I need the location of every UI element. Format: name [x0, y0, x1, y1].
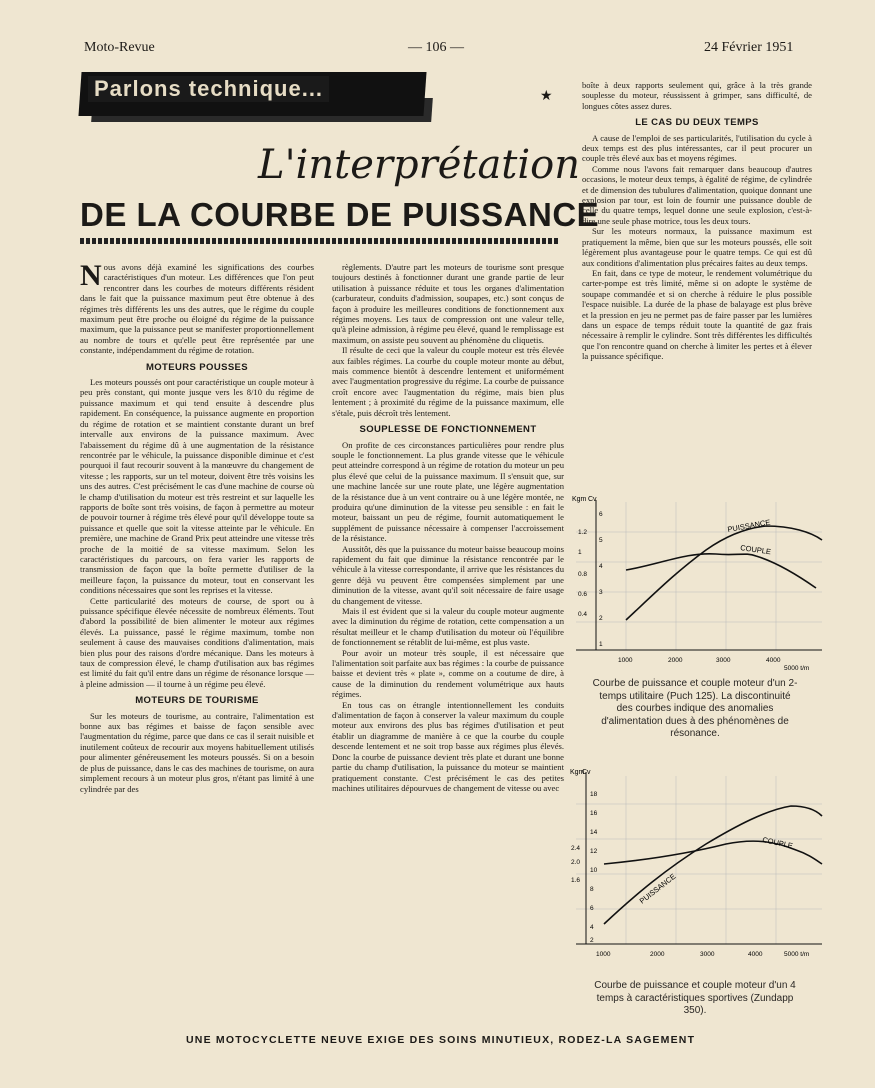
right-tick: 8 — [590, 886, 594, 893]
right-tick: 2 — [599, 615, 603, 622]
x-ticks — [618, 657, 809, 672]
left-tick: 2.4 — [571, 845, 581, 852]
left-tick: 1.6 — [571, 877, 581, 884]
power-curve — [604, 806, 822, 924]
x-tick: 1000 — [596, 951, 611, 958]
right-ticks — [590, 791, 598, 944]
section-heading: MOTEURS POUSSES — [145, 361, 249, 373]
page-footer-slogan: UNE MOTOCYCLETTE NEUVE EXIGE DES SOINS MINUTIEUX, RODEZ-LA SAGEMENT — [186, 1034, 696, 1046]
right-tick: 5 — [599, 537, 603, 544]
right-tick: 3 — [599, 589, 603, 596]
left-tick: 0.4 — [578, 611, 588, 618]
x-tick: 5000 t/m — [784, 951, 810, 958]
chart1-caption: Courbe de puissance et couple moteur d'un 2-temps utilitaire (Puch 125). La discontinuité des courbes indique des anomalies d'alimentation dues à des phénomènes de résonance. — [592, 678, 798, 739]
right-tick: 18 — [590, 791, 598, 798]
page-number: — 106 — — [408, 40, 464, 55]
issue-date: 24 Février 1951 — [704, 40, 794, 55]
right-tick: 6 — [590, 905, 594, 912]
torque-curve-label: COUPLE — [739, 543, 772, 557]
right-tick: 1 — [599, 641, 603, 648]
x-tick: 3000 — [700, 951, 715, 958]
y-axis-label-left: Kgm — [572, 496, 587, 503]
paragraph: Pour avoir un moteur très souple, il est nécessaire que l'alimentation soit parfaite aux bas régimes : la courbe de puissance baisse et devient très « plate », comme on a coutume de dire, à cause de la diminution du rendement volumétrique aux hauts régimes. — [332, 647, 564, 700]
paragraph: règlements. D'autre part les moteurs de tourisme sont presque toujours destinés à fonctionner durant une grande partie de leur utilisation à puissance réduite et tous les organes d'alimentation (carburateur, conduits d'admission, soupapes, etc.) sont conçus de façon à produire les meilleures conditions de fonctionnement aux régimes moyens. Les taux de compression ont une valeur telle, qu'à pleine admission, à régime peu élevé, quand le remplissage est maximum, on assiste peu souvent au phénomène du cliquetis. — [332, 262, 564, 345]
left-tick: 0.8 — [578, 571, 588, 578]
left-tick: 1 — [578, 549, 582, 556]
left-ticks — [571, 845, 580, 884]
left-tick: 2.0 — [571, 859, 581, 866]
right-tick: 12 — [590, 848, 598, 855]
section-heading: MOTEURS DE TOURISME — [135, 695, 259, 707]
x-tick: 2000 — [668, 657, 683, 664]
column-1 — [80, 259, 314, 794]
chart2-caption: Courbe de puissance et couple moteur d'un 4 temps à caractéristiques sportives (Zundapp 350). — [594, 980, 796, 1016]
article-title-line1: L'interprétation — [258, 142, 581, 188]
article-title-line2: DE LA COURBE DE PUISSANCE — [80, 196, 600, 233]
paragraph: boîte à deux rapports seulement qui, grâce à la très grande souplesse du moteur, réussissent à grimper, sans difficulté, de longues côtes assez dures. — [582, 80, 812, 111]
intro-paragraph: ous avons déjà examiné les significations des courbes caractéristiques d'un moteur. Les différences que l'on peut rencontrer dans les courbes de moteurs différents résident dans le fait que la puissance maximum peut être obtenue à des régimes très différents les uns des autres, que le régime du couple maximum peut être proche ou éloigné du régime de la puissance maximum, que la puissance peut se manifester proportionnellement au nombre de tours et qu'elle peut être représentée par une constante, indépendamment du régime de rotation. — [80, 262, 314, 356]
paragraph: A cause de l'emploi de ses particularités, l'utilisation du cycle à deux temps est des plus intéressantes, car il peut procurer un couple très élevé aux bas et moyens régimes. — [582, 132, 812, 164]
y-axis-label-left: Kgm — [570, 769, 585, 776]
right-tick: 4 — [590, 924, 594, 931]
drop-cap: N — [80, 259, 102, 292]
paragraph: Il résulte de ceci que la valeur du couple moteur est très élevée aux faibles régimes. La courbe du couple moteur monte au début, mais commence bientôt à descendre lentement et uniformément avec l'augmentation progressive du régime. La courbe de puissance croît encore avec l'augmentation du régime, mais bien plus lentement ; à proximité du régime de la puissance maximum, elle s'étale, puis décroît très lentement. — [332, 345, 564, 418]
column-2 — [332, 262, 564, 793]
x-tick: 3000 — [716, 657, 731, 664]
left-tick: 0.6 — [578, 591, 588, 598]
left-tick: 1.2 — [578, 529, 588, 536]
y-axis-label-right: Cv — [582, 769, 591, 776]
paragraph: Aussitôt, dès que la puissance du moteur baisse beaucoup moins rapidement du fait que diminue la résistance rencontrée par le véhicule à la vitesse correspondante, il arrive que les résistances du genre déjà vu peuvent être compensées simplement par une diminution de la vitesse, avant qu'il soit nécessaire de faire usage du changement de vitesse. — [332, 543, 564, 606]
chart-grid — [576, 502, 822, 650]
x-tick: 5000 t/m — [784, 665, 810, 672]
torque-curve-label: COUPLE — [761, 835, 794, 851]
paragraph: Sur les moteurs de tourisme, au contraire, l'alimentation est bonne aux bas régimes et baisse de façon sensible avec l'augmentation du régime, parce que dans ce cas il serait nuisible et inutilement coûteux de recourir aux moyens habituellement utilisés pour alimenter généreusement les moteurs poussés. Si on a besoin de plus de puissance, dans le cas des machines de tourisme, on aura simplement recours à un moteur plus gros, n'étant pas limité à une cylindrée par des — [80, 710, 314, 794]
paragraph: Mais il est évident que si la valeur du couple moteur augmente avec la diminution du régime de rotation, cette compensation a un résultat meilleur et le champ d'utilisation du moteur où l'équilibre de fonctionnement se rétablit de lui-même, est plus vaste. — [332, 606, 564, 648]
column-3 — [582, 80, 812, 362]
y-axis-label-right: Cv — [588, 496, 597, 503]
magazine-name: Moto-Revue — [84, 40, 155, 55]
power-curve-label: PUISSANCE — [726, 517, 772, 534]
paragraph: En tous cas on étrangle intentionnellement les conduits d'alimentation de façon à conserver la valeur maximum du couple moteur aux environs des plus bas régimes d'utilisation et peut établir un diagramme de manière à ce que la courbe du couple descende lentement et ne soit trop basse aux régimes plus élevés. Donc la courbe de puissance devient très plate et durant une bonne partie du champ d'utilisation, la puissance du moteur se maintient pratiquement constante. C'est précisément le cas des petites machines utilitaires dépourvues de changement de vitesse ou avec — [332, 699, 564, 793]
chart-grid — [576, 776, 822, 944]
four-stroke-chart — [566, 764, 826, 964]
power-curve-label: PUISSANCE — [637, 871, 678, 906]
two-stroke-chart — [566, 492, 826, 674]
paragraph: Comme nous l'avons fait remarquer dans beaucoup d'autres occasions, le moteur deux temps, à égalité de régime, de cylindrée et de dimension des tubulures d'alimentation, quoique donnant une explosion par tour, est loin de fournir une puissance double de celle du quatre temps, lequel donne une seule explosion, c'est-à-dire une seule phase motrice, tous les deux tours. — [582, 163, 812, 226]
right-tick: 10 — [590, 867, 598, 874]
x-tick: 1000 — [618, 657, 633, 664]
x-tick: 2000 — [650, 951, 665, 958]
title-divider — [80, 238, 560, 244]
paragraph: On profite de ces circonstances particulières pour rendre plus souple le fonctionnement. La plus grande vitesse que le véhicule peut atteindre correspond à un régime de rotation du moteur un peu plus élevé que celui de la puissance maximum. Il s'ensuit que, sur une machine lancée sur une route plate, une légère augmentation de la résistance due à un vent contraire ou à une légère montée, ne produira qu'une diminution de la vitesse peu sensible : en fait le moteur, baissant un peu de régime, fournit automatiquement le supplément de puissance nécessaire à compenser l'accroissement de la résistance. — [332, 439, 564, 544]
x-tick: 4000 — [748, 951, 763, 958]
paragraph: En fait, dans ce type de moteur, le rendement volumétrique du carter-pompe est très limité, même si on adopte le système de soupape commandée et si on cherche à réduire le plus possible l'espace nuisible. La durée de la phase de balayage est plus brève et la pression en jeu ne permet pas de faire passer par les lumières dans un espace de temps réduit toute la quantité de gaz frais nécessaire à remplir le cylindre. Sont très différentes les difficultés que l'on rencontre quand on cherche à limiter les pertes et à élever la puissance spécifique. — [582, 267, 812, 362]
paragraph: Les moteurs poussés ont pour caractéristique un couple moteur à peu près constant, qui monte jusque vers les 8/10 du régime de puissance maximum et qui tend ensuite à descendre plus rapidement. En conséquence, la puissance augmente en proportion du régime de rotation et se maintient constante durant un bref intervalle aux environs de la puissance maximum. Avec l'abaissement du régime dû à une augmentation de la résistance rencontrée par le véhicule, la puissance disponible diminue et c'est pourquoi il faut recourir souvent à la manœuvre du changement de vitesse ; les rapports, sur un tel moteur, doivent être très voisins les uns des autres. C'est précisément le cas d'une machine de course où le champ d'utilisation du moteur est très restreint et sur laquelle les rapports de boîte sont très voisins, de façon à permettre au moteur de pouvoir tourner à régime très élevé pour qu'il développe toute sa puissance et quelle que soit la vitesse atteinte par le véhicule. En première, une machine de Grand Prix peut atteindre une vitesse très proche de la moitié de sa vitesse maximum. Selon les caractéristiques du parcours, on fera varier les rapports de transmission de façon que la boîte permette d'utiliser de la meilleure façon, la puissance du moteur, tout en conservant les conditions nécessaires que sont les reprises et la vitesse. — [80, 377, 314, 596]
x-tick: 4000 — [766, 657, 781, 664]
right-tick: 14 — [590, 829, 598, 836]
section-heading: SOUPLESSE DE FONCTIONNEMENT — [359, 424, 537, 436]
section-heading: LE CAS DU DEUX TEMPS — [635, 117, 759, 129]
rubric-title: Parlons technique... — [88, 76, 329, 102]
paragraph: Cette particularité des moteurs de course, de sport ou à puissance spécifique élevée nécessite de nombreux éléments. Tout d'abord la possibilité de bien alimenter le moteur aux régimes élevés. La puissance, passé le régime maximum, tombe non seulement à cause des mauvaises conditions d'alimentation, mais bien plus pour des raisons d'ordre mécanique. Dans les moteurs à taux de compression élevé, le champ d'utilisation aux bas régimes est limité du fait qu'il entre dans un régime de résonance lorsque — à pleine admission — il tourne à un régime peu élevé. — [80, 595, 314, 689]
star-icon: ★ — [540, 89, 553, 104]
paragraph: Sur les moteurs normaux, la puissance maximum est pratiquement la même, bien que sur les moteurs poussés, elle soit légèrement plus avantageuse pour le quatre temps. Ce qui est dû aux conditions d'alimentation plus précaires faites au deux temps. — [582, 226, 812, 268]
x-ticks — [596, 951, 809, 958]
right-ticks — [599, 511, 603, 648]
right-tick: 16 — [590, 810, 598, 817]
left-ticks — [578, 529, 587, 618]
right-tick: 4 — [599, 563, 603, 570]
right-tick: 6 — [599, 511, 603, 518]
right-tick: 2 — [590, 937, 594, 944]
torque-curve — [626, 554, 816, 588]
